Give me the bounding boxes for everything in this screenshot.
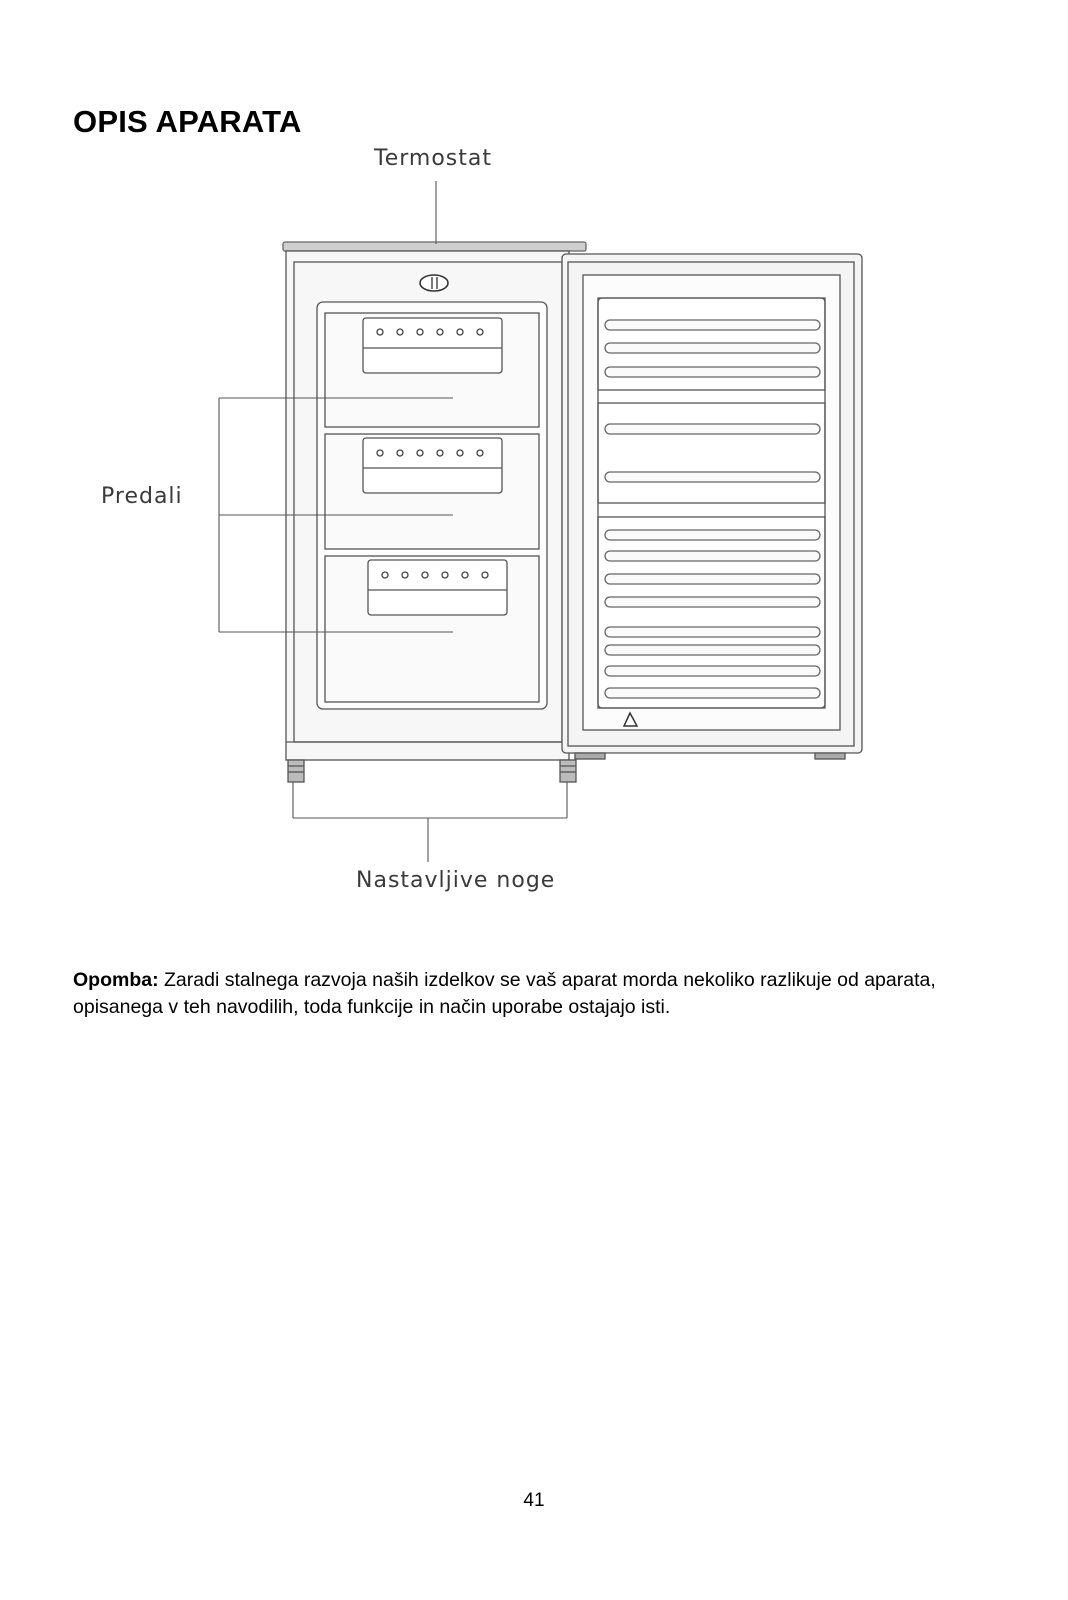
page-number: 41 xyxy=(523,1490,545,1511)
label-thermostat: Termostat xyxy=(374,146,492,171)
label-drawers: Predali xyxy=(101,484,183,509)
foot-left xyxy=(288,760,304,782)
note-paragraph xyxy=(73,967,1008,1021)
note-label: Opomba: xyxy=(73,969,159,991)
drawer-2 xyxy=(325,434,539,549)
cabinet-top xyxy=(283,242,586,251)
page-title: OPIS APARATA xyxy=(73,104,302,139)
label-adjustable-feet: Nastavljive noge xyxy=(356,868,556,893)
thermostat-knob xyxy=(420,275,448,291)
drawer-3 xyxy=(325,556,539,702)
foot-right xyxy=(560,760,576,782)
note-text: Zaradi stalnega razvoja naših izdelkov se vaš aparat morda nekoliko razlikuje od aparata, opisanega v teh navodilih, toda funkcije in način uporabe ostajajo isti. xyxy=(73,969,936,1018)
drawer-1 xyxy=(325,313,539,427)
